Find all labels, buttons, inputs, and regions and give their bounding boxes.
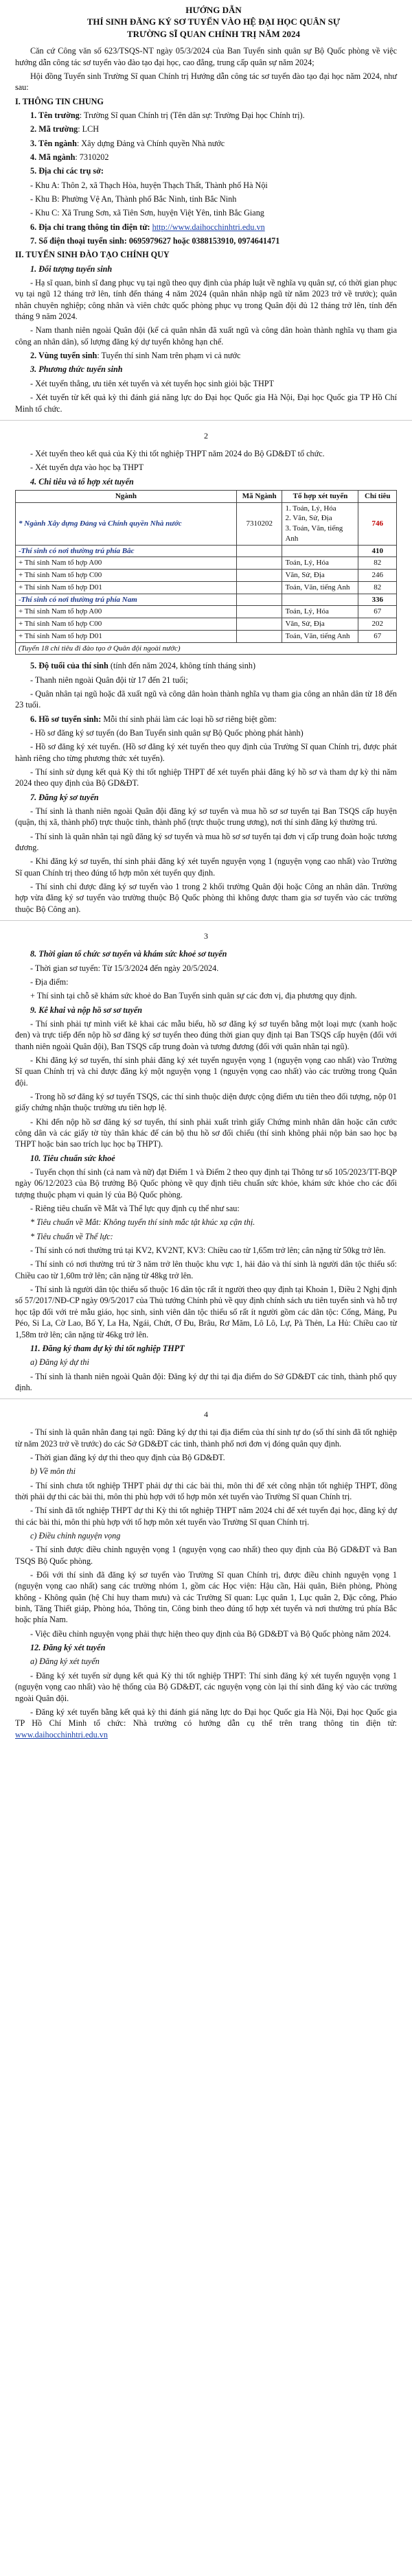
submission-4: - Khi đến nộp hồ sơ đăng ký sơ tuyển, thí sinh phải xuất trình giấy Chứng minh nhân dân hoặc căn cước công dân và các giấy tờ tùy thân khác để cán bộ thu hồ sơ đối chiếu (thí sinh không phải nộp bản sao học bạ THPT hoặc bản sao trích lục học bạ THPT). bbox=[15, 1116, 397, 1149]
method-3: - Xét tuyển theo kết quả của Kỳ thi tốt nghiệp THPT năm 2024 do Bộ GD&ĐT tổ chức. bbox=[30, 448, 325, 458]
intro-paragraph-2: Hội đồng Tuyển sinh Trường Sĩ quan Chính trị Hướng dẫn công tác sơ tuyển đào tạo đại học năm 2024, như sau: bbox=[15, 71, 397, 93]
cell bbox=[282, 594, 358, 606]
page-divider bbox=[0, 420, 412, 421]
label: 7. Số điện thoại tuyển sinh: bbox=[30, 236, 127, 246]
doc-title-line3: TRƯỜNG SĨ QUAN CHÍNH TRỊ NĂM 2024 bbox=[126, 28, 301, 39]
table-row bbox=[16, 570, 397, 582]
subheading-preregistration: 7. Đăng ký sơ tuyển bbox=[30, 792, 99, 802]
page-divider bbox=[0, 920, 412, 921]
submission-3: - Trong hồ sơ đăng ký sơ tuyển TSQS, các thí sinh thuộc diện được cộng điểm ưu tiên theo đối tượng, nộp 01 giấy chứng nhận thuộc trường ưu tiên hợp lệ. bbox=[15, 1091, 397, 1113]
prereg-1: - Thí sinh là thanh niên ngoài Quân đội đăng ký sơ tuyển và mua hồ sơ sơ tuyển tại Ban TSQS cấp huyện (quận, thị xã, thành phố) trực thuộc tỉnh, thành phố (trực thuộc trung ương), nơi thí sinh đăng ký thường trú. bbox=[15, 806, 397, 828]
cell: + Thí sinh Nam tổ hợp A00 bbox=[16, 557, 237, 570]
adjust-1: - Thí sinh được điều chỉnh nguyện vọng 1 (nguyện vọng cao nhất) theo quy định của Bộ GD&ĐT và Ban TSQS Bộ Quốc phòng. bbox=[15, 1545, 397, 1566]
col-major: Ngành bbox=[16, 490, 237, 502]
page-divider bbox=[0, 1398, 412, 1399]
value: (tính đến năm 2024, không tính tháng sinh) bbox=[108, 661, 256, 671]
subheading-health: 10. Tiêu chuẩn sức khoẻ bbox=[30, 1153, 115, 1163]
table-row bbox=[16, 594, 397, 606]
age-heading bbox=[15, 660, 397, 671]
campus-b: - Khu B: Phường Vệ An, Thành phố Bắc Ninh, tỉnh Bắc Ninh bbox=[30, 194, 237, 204]
cell: -Thí sinh có nơi thường trú phía Nam bbox=[16, 594, 237, 606]
info-major-code bbox=[15, 152, 397, 163]
campus-c: - Khu C: Xã Trung Sơn, xã Tiên Sơn, huyện Việt Yên, tỉnh Bắc Giang bbox=[30, 208, 264, 218]
cell: 410 bbox=[358, 545, 397, 557]
candidates-paragraph-2: - Nam thanh niên ngoài Quân đội (kể cả quân nhân đã xuất ngũ và công dân hoàn thành nghĩa vụ tham gia công an nhân dân), số lượng đăng ký dự tuyển không hạn chế. bbox=[15, 325, 397, 347]
schedule-1: - Thời gian sơ tuyển: Từ 15/3/2024 đến ngày 20/5/2024. bbox=[30, 963, 219, 973]
region-line bbox=[15, 350, 397, 361]
page-4 bbox=[15, 1427, 397, 1740]
value: : Xây dựng Đảng và Chính quyền Nhà nước bbox=[76, 138, 225, 148]
subjects-1: - Thí sinh chưa tốt nghiệp THPT phải dự thi các bài thi, môn thi để xét công nhận tốt nghiệp THPT, đồng thời phải dự thi các bài thi, môn thi phù hợp với tổ hợp môn xét tuyển vào Trường Sĩ quan Chính trị. bbox=[15, 1480, 397, 1502]
label: 6. Hồ sơ tuyển sinh: bbox=[30, 714, 102, 724]
info-website bbox=[15, 222, 397, 233]
cell: Văn, Sử, Địa bbox=[282, 618, 358, 631]
exam-2: - Thí sinh là quân nhân đang tại ngũ: Đăng ký dự thi tại địa điểm của thí sinh tự do (số thí sinh đã tốt nghiệp từ năm 2023 trở về trước) do các Sở GD&ĐT các tỉnh, thành phố nơi đơn vị đóng quân quy định. bbox=[15, 1427, 397, 1449]
cell: 202 bbox=[358, 618, 397, 631]
subheading-schedule: 8. Thời gian tổ chức sơ tuyển và khám sức khoẻ sơ tuyển bbox=[30, 949, 227, 959]
age-civilian: - Thanh niên ngoài Quân đội từ 17 đến 21 tuổi; bbox=[30, 675, 188, 685]
cell: + Thí sinh Nam tổ hợp A00 bbox=[16, 606, 237, 618]
table-row bbox=[16, 618, 397, 631]
info-major-name bbox=[15, 138, 397, 149]
cell: -Thí sinh có nơi thường trú phía Bắc bbox=[16, 545, 237, 557]
dossier-heading bbox=[15, 714, 397, 725]
label: 6. Địa chỉ trang thông tin điện tử: bbox=[30, 222, 150, 232]
health-1: - Tuyển chọn thí sinh (cả nam và nữ) đạt Điểm 1 và Điểm 2 theo quy định tại Thông tư số 105/2023/TT-BQP ngày 06/12/2023 của Bộ trưởng Bộ Quốc phòng về quy định tiêu chuẩn sức khỏe, khám sức khỏe cho các đối tượng thuộc phạm vi quản lý của Bộ Quốc phòng. bbox=[15, 1167, 397, 1199]
value: : LCH bbox=[78, 124, 100, 134]
cell: + Thí sinh Nam tổ hợp C00 bbox=[16, 618, 237, 631]
dossier-3: - Thí sinh sử dụng kết quả Kỳ thi tốt nghiệp THPT để xét tuyển phải đăng ký hồ sơ và tham dự kỳ thi năm 2024 theo quy định của Bộ GD&ĐT. bbox=[15, 766, 397, 788]
col-code: Mã Ngành bbox=[236, 490, 282, 502]
cell bbox=[236, 581, 282, 594]
cell: 67 bbox=[358, 630, 397, 642]
subheading-quota: 4. Chi tiêu và tổ hợp xét tuyển bbox=[30, 476, 134, 487]
cell: 246 bbox=[358, 570, 397, 582]
section-heading-general: I. THÔNG TIN CHUNG bbox=[15, 96, 104, 106]
submission-1: - Thí sinh phải tự mình viết kê khai các mẫu biểu, hồ sơ đăng ký sơ tuyển bằng một loại mực (xanh hoặc đen) và trực tiếp đến nộp hồ sơ đăng ký sơ tuyển theo đúng thời gian quy định tại Ban TSQS cấp huyện (đối với thanh niên ngoài Quân đội), Ban TSQS cấp trung đoàn và tương đương (đối với quân nhân tại ngũ). bbox=[15, 1018, 397, 1051]
label: 5. Độ tuổi của thí sinh bbox=[30, 661, 108, 671]
health-3: * Tiêu chuẩn về Mắt: Không tuyển thí sinh mắc tật khúc xạ cận thị. bbox=[30, 1217, 255, 1228]
cell: Toán, Văn, tiếng Anh bbox=[282, 581, 358, 594]
text: - Đăng ký xét tuyển bằng kết quả kỳ thi đánh giá năng lực do Đại học Quốc gia Hà Nội, Đại học Quốc gia TP Hồ Chí Minh tổ chức: Nhà trường có hướng dẫn cụ thể trên trang thông tin điện tử: bbox=[15, 1707, 397, 1729]
cell: + Thí sinh Nam tổ hợp C00 bbox=[16, 570, 237, 582]
page-1 bbox=[15, 4, 397, 414]
health-7: - Thí sinh là người dân tộc thiểu số thuộc 16 dân tộc rất ít người theo quy định tại Khoản 1, Điều 2 Nghị định số 57/2017/NĐ-CP ngày 09/5/2017 của Thủ tướng Chính phủ về quy định chính sách ưu tiên tuyển sinh và hỗ trợ học tập đối với trẻ mẫu giáo, học sinh, sinh viên dân tộc thiểu số rất ít người gồm các dân tộc: Cống, Mảng, Pu Péo, Si La, Cờ Lao, Bố Y, La Ha, Ngái, Chứt, Ơ Đu, Brâu, Rơ Măm, Lô Lô, Lự, Pà Thẻn, La Hủ: Chiều cao từ 1,58m trở lên; cân nặng từ 46kg trở lên. bbox=[15, 1285, 397, 1339]
table-row bbox=[16, 545, 397, 557]
table-row bbox=[16, 642, 397, 655]
exam-3: - Thời gian đăng ký dự thi theo quy định của Bộ GD&ĐT. bbox=[30, 1452, 225, 1462]
table-row bbox=[16, 557, 397, 570]
subheading-candidates: 1. Đối tượng tuyển sinh bbox=[30, 264, 113, 274]
table-header-row bbox=[16, 490, 397, 502]
website-link[interactable]: http://www.daihocchinhtri.edu.vn bbox=[152, 222, 265, 232]
doc-title-line1: HƯỚNG DẪN bbox=[185, 5, 242, 15]
adjust-3: - Việc điều chỉnh nguyện vọng phải thực hiện theo quy định của Bộ GD&ĐT và Bộ Quốc phòng năm 2024. bbox=[30, 1628, 391, 1639]
candidates-paragraph-1: - Hạ sĩ quan, binh sĩ đang phục vụ tại ngũ theo quy định của pháp luật về nghĩa vụ quân sự, có thời gian phục vụ tại ngũ 12 tháng trở lên, tính đến tháng 4 năm 2024 (quân nhân nhập ngũ từ năm 2023 trở về trước); quân nhân chuyên nghiệp; công nhân và viên chức quốc phòng phục vụ trong Quân đội đủ 12 tháng trở lên, tính đến tháng 9 năm 2024. bbox=[15, 278, 397, 322]
cell bbox=[236, 606, 282, 618]
label: 4. Mã ngành bbox=[30, 152, 76, 162]
page-3 bbox=[15, 948, 397, 1393]
prereg-4: - Thí sinh chỉ được đăng ký sơ tuyển vào 1 trong 2 khối trường Quân đội hoặc Công an nhân dân. Trường hợp vừa đăng ký sơ tuyển vào trường thuộc Bộ Quốc phòng thì không được tham gia sơ tuyển vào các trường thuộc Bộ Công an). bbox=[15, 882, 397, 914]
cell: 336 bbox=[358, 594, 397, 606]
dossier-1: - Hồ sơ đăng ký sơ tuyển (do Ban Tuyển sinh quân sự Bộ Quốc phòng phát hành) bbox=[30, 727, 304, 738]
cell: Toán, Lý, Hóa bbox=[282, 557, 358, 570]
info-addresses-heading: 5. Địa chỉ các trụ sở: bbox=[30, 166, 104, 176]
cell bbox=[282, 545, 358, 557]
cell: Toán, Văn, tiếng Anh bbox=[282, 630, 358, 642]
exam-a: a) Đăng ký dự thi bbox=[30, 1357, 89, 1368]
submission-2: - Khi đăng ký sơ tuyển, thí sinh phải đăng ký xét tuyển nguyện vọng 1 (nguyện vọng cao nhất) vào Trường Sĩ quan Chính trị và chỉ được đăng ký một nguyện vọng 1 (nguyện vọng cao nhất) vào các trường trong Quân đội. bbox=[15, 1055, 397, 1088]
page-number: 3 bbox=[204, 931, 208, 941]
label: 2. Mã trường bbox=[30, 124, 78, 134]
admission-1: - Đăng ký xét tuyển sử dụng kết quả Kỳ thi tốt nghiệp THPT: Thí sinh đăng ký xét tuyển nguyện vọng 1 (nguyện vọng cao nhất) vào hệ thống của Bộ GD&ĐT, các nguyện vọng còn lại thí sinh đăng ký vào các trường ngoài Quân đội. bbox=[15, 1670, 397, 1703]
cell bbox=[236, 630, 282, 642]
cell: 67 bbox=[358, 606, 397, 618]
cell: 82 bbox=[358, 557, 397, 570]
label: 2. Vùng tuyển sinh bbox=[30, 351, 98, 361]
table-row bbox=[16, 581, 397, 594]
health-6: - Thí sinh có nơi thường trú từ 3 năm trở lên thuộc khu vực 1, hải đảo và thí sinh là người dân tộc thiểu số: Chiều cao từ 1,60m trở lên; cân nặng từ 48kg trở lên. bbox=[15, 1259, 397, 1280]
value: 0695979627 hoặc 0388153910, 0974641471 bbox=[128, 236, 280, 246]
subheading-submission: 9. Kê khai và nộp hồ sơ sơ tuyển bbox=[30, 1005, 143, 1015]
cell: 7310202 bbox=[236, 502, 282, 545]
exam-1: - Thí sinh là thanh niên ngoài Quân đội: Đăng ký dự thi tại địa điểm do Sở GD&ĐT các tỉnh, thành phố quy định. bbox=[15, 1371, 397, 1392]
cell: Văn, Sử, Địa bbox=[282, 570, 358, 582]
cell: + Thí sinh Nam tổ hợp D01 bbox=[16, 581, 237, 594]
info-school-name bbox=[15, 110, 397, 121]
page-number: 2 bbox=[204, 430, 208, 441]
value: : Trường Sĩ quan Chính trị (Tên dân sự: Trường Đại học Chính trị). bbox=[79, 110, 305, 120]
subheading-exam: 11. Đăng ký tham dự kỳ thi tốt nghiệp THPT bbox=[30, 1343, 185, 1353]
health-4: * Tiêu chuẩn về Thể lực: bbox=[30, 1231, 113, 1241]
dossier-2: - Hồ sơ đăng ký xét tuyển. (Hồ sơ đăng ký xét tuyển theo quy định của Trường Sĩ quan Chính trị, được phát hành riêng cho từng phương thức xét tuyển). bbox=[15, 742, 397, 763]
adjust-2: - Đối với thí sinh đã đăng ký sơ tuyển vào Trường Sĩ quan Chính trị, được điều chỉnh nguyện vọng 1 (nguyện vọng cao nhất) sang các trường nhóm 1, gồm các Học viện: Hậu cần, Hải quân, Biên phòng, Phòng không - Không quân (hệ Chỉ huy tham mưu) và các Trường Sĩ quan: Lục quân 1, Lục quân 2, Đặc công, Pháo binh, Tăng Thiết giáp, Phòng hóa, Thông tin, Công binh theo đúng tổ hợp xét tuyển và nơi thường trú phía Bắc hoặc phía Nam. bbox=[15, 1570, 397, 1625]
subjects-2: - Thí sinh đã tốt nghiệp THPT dự thi Kỳ thi tốt nghiệp THPT năm 2024 chỉ để xét tuyển đại học, đăng ký dự thi các bài thi, môn thi phù hợp với tổ hợp môn xét tuyển vào Trường Sĩ quan Chính trị. bbox=[15, 1506, 397, 1527]
label: 1. Tên trường bbox=[30, 110, 80, 120]
value: : Tuyển thí sinh Nam trên phạm vi cả nước bbox=[97, 351, 241, 361]
col-combo: Tổ hợp xét tuyển bbox=[282, 490, 358, 502]
age-military: - Quân nhân tại ngũ hoặc đã xuất ngũ và công dân hoàn thành nghĩa vụ tham gia công an nhân dân từ 18 đến 23 tuổi. bbox=[15, 688, 397, 710]
col-quota: Chỉ tiêu bbox=[358, 490, 397, 502]
cell bbox=[236, 557, 282, 570]
exam-b: b) Về môn thi bbox=[30, 1466, 76, 1477]
value: Mỗi thí sinh phải làm các loại hồ sơ riêng biệt gồm: bbox=[101, 714, 277, 724]
cell: 82 bbox=[358, 581, 397, 594]
cell: + Thí sinh Nam tổ hợp D01 bbox=[16, 630, 237, 642]
health-2: - Riêng tiêu chuẩn về Mắt và Thể lực quy định cụ thể như sau: bbox=[30, 1204, 240, 1214]
page-number: 4 bbox=[204, 1409, 208, 1420]
exam-c: c) Điều chỉnh nguyện vọng bbox=[30, 1531, 121, 1541]
method-4: - Xét tuyển dựa vào học bạ THPT bbox=[30, 462, 144, 473]
section-heading-regular: II. TUYỂN SINH ĐÀO TẠO CHÍNH QUY bbox=[15, 250, 170, 260]
table-row bbox=[16, 606, 397, 618]
subheading-methods: 3. Phương thức tuyển sinh bbox=[30, 364, 123, 375]
cell bbox=[236, 618, 282, 631]
prereg-2: - Thí sinh là quân nhân tại ngũ đăng ký sơ tuyển và mua hồ sơ sơ tuyển tại đơn vị cấp trung đoàn hoặc tương đương. bbox=[15, 831, 397, 853]
cell: 746 bbox=[358, 502, 397, 545]
label: 3. Tên ngành bbox=[30, 138, 77, 148]
schedule-3: + Thí sinh tại chỗ sẽ khám sức khoẻ do Ban Tuyển sinh quân sự các đơn vị, địa phương quy định. bbox=[30, 991, 357, 1001]
cell: * Ngành Xây dựng Đảng và Chính quyền Nhà nước bbox=[16, 502, 237, 545]
table-note: (Tuyển 18 chỉ tiêu đi đào tạo ở Quân đội ngoài nước) bbox=[16, 642, 397, 655]
admission-2 bbox=[15, 1707, 397, 1740]
cell bbox=[236, 570, 282, 582]
cell bbox=[236, 594, 282, 606]
method-1: - Xét tuyển thẳng, ưu tiên xét tuyển và xét tuyển học sinh giỏi bậc THPT bbox=[30, 378, 275, 388]
method-2: - Xét tuyển từ kết quả kỳ thi đánh giá năng lực do Đại học Quốc gia Hà Nội, Đại học Quốc gia TP Hồ Chí Minh tổ chức. bbox=[15, 393, 397, 414]
info-school-code bbox=[15, 124, 397, 134]
prereg-3: - Khi đăng ký sơ tuyển, thí sinh phải đăng ký xét tuyển nguyện vọng 1 (nguyện vọng cao nhất) vào Trường Sĩ quan Chính trị theo đúng tổ hợp môn xét tuyển quy định. bbox=[15, 856, 397, 878]
website-link[interactable]: www.daihocchinhtri.edu.vn bbox=[15, 1729, 108, 1740]
page-2 bbox=[15, 448, 397, 915]
health-5: - Thí sinh có nơi thường trú tại KV2, KV2NT, KV3: Chiều cao từ 1,65m trở lên; cân nặng từ 50kg trở lên. bbox=[30, 1245, 386, 1256]
value: : 7310202 bbox=[75, 152, 109, 162]
doc-title-line2: THÍ SINH ĐĂNG KÝ SƠ TUYỂN VÀO HỆ ĐẠI HỌC QUÂN SỰ bbox=[87, 16, 341, 27]
campus-a: - Khu A: Thôn 2, xã Thạch Hòa, huyện Thạch Thất, Thành phố Hà Nội bbox=[30, 180, 268, 190]
cell: Toán, Lý, Hóa bbox=[282, 606, 358, 618]
subheading-admission: 12. Đăng ký xét tuyển bbox=[30, 1643, 106, 1653]
cell: 1. Toán, Lý, Hóa 2. Văn, Sử, Địa 3. Toán, Văn, tiếng Anh bbox=[282, 502, 358, 545]
info-phone bbox=[15, 235, 397, 246]
admission-a: a) Đăng ký xét tuyển bbox=[30, 1656, 100, 1667]
cell bbox=[236, 545, 282, 557]
table-row bbox=[16, 502, 397, 545]
intro-paragraph-1: Căn cứ Công văn số 623/TSQS-NT ngày 05/3/2024 của Ban Tuyển sinh quân sự Bộ Quốc phòng về việc hướng dẫn công tác sơ tuyển vào đào tạo đại học, cao đẳng, trung cấp quân sự năm 2024; bbox=[15, 46, 397, 67]
table-row bbox=[16, 630, 397, 642]
quota-table bbox=[15, 490, 397, 655]
schedule-2: - Địa điểm: bbox=[30, 976, 69, 987]
